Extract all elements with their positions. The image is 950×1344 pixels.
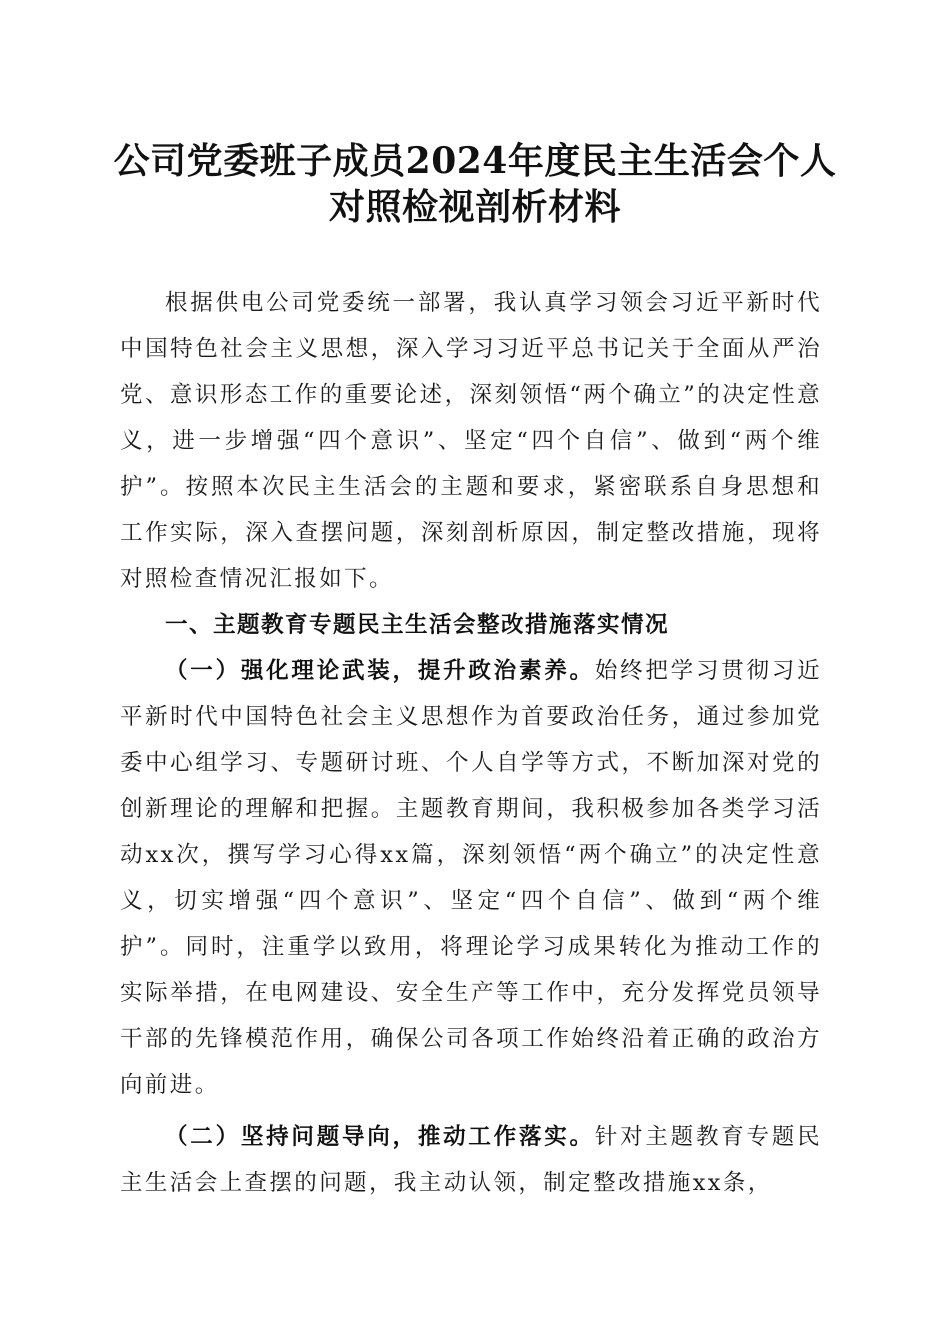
document-body <box>120 280 822 1206</box>
item-1-lead: （一）强化理论武装，提升政治素养。 <box>165 658 595 684</box>
item-2-text: 针对主题教育专题民主生活会上查摆的问题，我主动认领，制定整改措施xx条， <box>120 1124 822 1196</box>
item-2-lead: （二）坚持问题导向，推动工作落实。 <box>165 1124 595 1150</box>
item-2-paragraph <box>120 1114 822 1206</box>
document-title <box>110 138 840 230</box>
section-heading-1: 一、主题教育专题民主生活会整改措施落实情况 <box>165 612 670 638</box>
intro-paragraph: 根据供电公司党委统一部署，我认真学习领会习近平新时代中国特色社会主义思想，深入学习习近平总书记关于全面从严治党、意识形态工作的重要论述，深刻领悟“两个确立”的决定性意义，进一步增强“四个意识”、坚定“四个自信”、做到“两个维护”。按照本次民主生活会的主题和要求，紧密联系自身思想和工作实际，深入查摆问题，深刻剖析原因，制定整改措施，现将对照检查情况汇报如下。 <box>120 290 822 592</box>
item-1-text: 始终把学习贯彻习近平新时代中国特色社会主义思想作为首要政治任务，通过参加党委中心组学习、专题研讨班、个人自学等方式，不断加深对党的创新理论的理解和把握。主题教育期间，我积极参加各类学习活动xx次，撰写学习心得xx篇，深刻领悟“两个确立”的决定性意义，切实增强“四个意识”、坚定“四个自信”、做到“两个维护”。同时，注重学以致用，将理论学习成果转化为推动工作的实际举措，在电网建设、安全生产等工作中，充分发挥党员领导干部的先锋模范作用，确保公司各项工作始终沿着正确的政治方向前进。 <box>120 658 822 1098</box>
title-line-1: 公司党委班子成员2024年度民主生活会个人 <box>113 140 837 182</box>
title-line-2: 对照检视剖析材料 <box>328 186 621 228</box>
item-1-paragraph <box>120 648 822 1108</box>
